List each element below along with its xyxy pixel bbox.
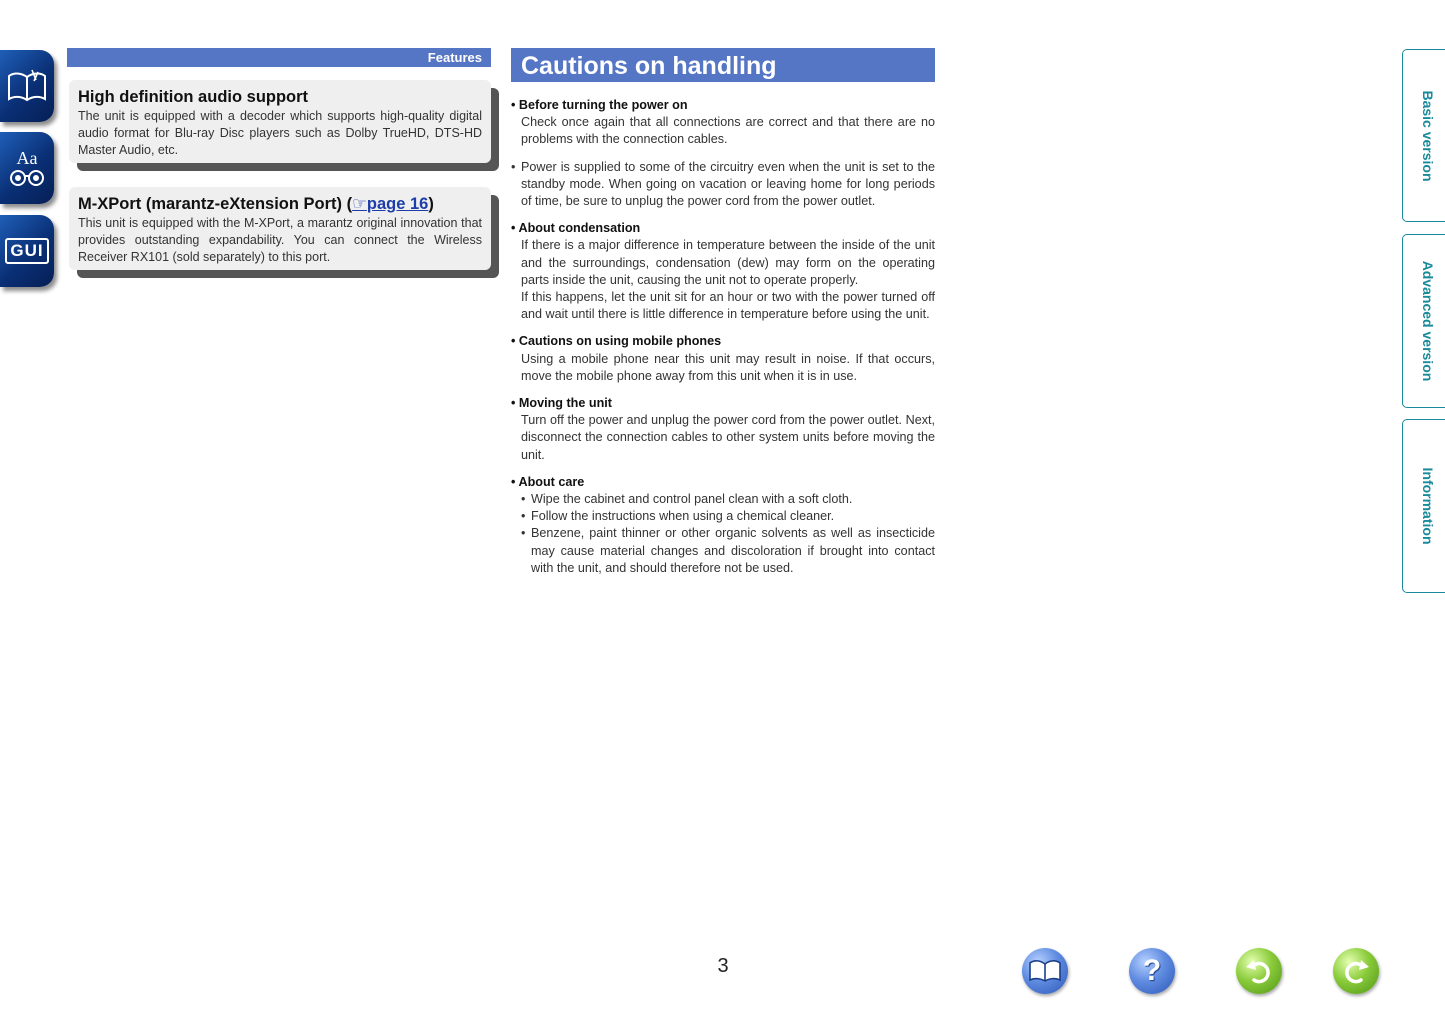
caution-title: [511, 395, 935, 412]
page-16-link[interactable]: [352, 195, 428, 213]
caution-title: [511, 220, 935, 237]
font-glossary-nav-button[interactable]: [0, 132, 54, 204]
tab-advanced-version[interactable]: [1402, 234, 1445, 408]
caution-title-text: About care: [518, 474, 585, 489]
care-sub-text: Benzene, paint thinner or other organic solvents as well as insecticide may cause material changes and discoloration if brought into contact with the unit, and should therefore not be used.: [531, 526, 935, 575]
caution-body: If there is a major difference in temperature between the inside of the unit and the surroundings, condensation (dew) may form on the operating parts inside the unit, causing the unit not to operate properly.: [521, 238, 935, 287]
contents-book-icon: [1028, 958, 1062, 984]
caution-title: [511, 333, 935, 350]
book-icon: [6, 67, 48, 105]
feature-title: High definition audio support: [78, 88, 309, 106]
bullet: •: [521, 492, 526, 507]
care-sub-item: [511, 508, 935, 525]
help-icon: ?: [1142, 954, 1162, 987]
caution-title: [511, 474, 935, 491]
bullet: •: [511, 334, 516, 349]
bullet: •: [511, 474, 516, 489]
caution-title-text: Before turning the power on: [518, 98, 688, 112]
features-header: Features: [67, 48, 491, 67]
contents-book-nav-button[interactable]: [0, 50, 54, 122]
bullet: •: [511, 159, 516, 174]
caution-item: [511, 220, 935, 323]
help-button[interactable]: [1129, 948, 1175, 994]
caution-item: [511, 333, 935, 385]
care-sub-text: Follow the instructions when using a chemical cleaner.: [531, 509, 835, 524]
care-sub-item: [511, 491, 935, 508]
font-glasses-icon: [8, 149, 46, 187]
tab-label: Basic version: [1419, 89, 1436, 182]
feature-body: The unit is equipped with a decoder which supports high-quality digital audio format for Blu-ray Disc players such as Dolby TrueHD, DTS-HD Master Audio, etc.: [78, 109, 482, 157]
caution-title-text: About condensation: [518, 221, 641, 236]
feature-body: This unit is equipped with the M-XPort, a marantz original innovation that provides outstanding expandability. You can connect the Wireless Receiver RX101 (sold separately) to this port.: [78, 216, 482, 264]
page-link-text: page 16: [366, 195, 429, 213]
feature-title-prefix: M-XPort (marantz-eXtension Port) (: [78, 195, 353, 213]
bullet: •: [511, 98, 516, 112]
back-button[interactable]: [1236, 948, 1282, 994]
gui-label: GUI: [10, 241, 44, 260]
tab-label: Information: [1419, 467, 1436, 545]
bullet: •: [521, 526, 526, 541]
contents-button[interactable]: [1022, 948, 1068, 994]
aa-label: Aa: [16, 148, 38, 168]
caution-body: Check once again that all connections are correct and that there are no problems with the connection cables.: [521, 115, 935, 147]
caution-title-text: Cautions on using mobile phones: [518, 334, 722, 349]
cautions-header: Cautions on handling: [511, 48, 935, 82]
caution-body: Turn off the power and unplug the power cord from the power outlet. Next, disconnect the connection cables to other system units before moving the unit.: [521, 413, 935, 462]
bullet: •: [521, 509, 526, 524]
feature-title: [78, 195, 482, 214]
cautions-list: [511, 97, 935, 587]
back-icon: [1244, 956, 1274, 986]
page-number: 3: [717, 955, 729, 977]
bullet: •: [511, 396, 516, 411]
tab-information[interactable]: [1402, 419, 1445, 593]
gui-nav-button[interactable]: [0, 215, 54, 287]
caution-item: [511, 474, 935, 577]
caution-item: [511, 159, 935, 211]
caution-title-text: Moving the unit: [518, 396, 612, 411]
gui-icon: [5, 238, 48, 264]
care-sub-text: Wipe the cabinet and control panel clean with a soft cloth.: [531, 492, 853, 507]
caution-body: Power is supplied to some of the circuitry even when the unit is set to the standby mode. When going on vacation or leaving home for long periods of time, be sure to unplug the power cord from the power outlet.: [521, 159, 935, 209]
tab-label: Advanced version: [1419, 260, 1436, 382]
caution-body: Using a mobile phone near this unit may result in noise. If that occurs, move the mobile phone away from this unit when it is in use.: [521, 351, 935, 383]
caution-body: If this happens, let the unit sit for an hour or two with the power turned off and wait until there is little difference in temperature before using the unit.: [521, 290, 935, 322]
feature-title-suffix: ): [428, 195, 434, 213]
bullet: •: [511, 221, 516, 236]
feature-card-mxport: [69, 187, 491, 270]
caution-item: [511, 97, 935, 149]
caution-item: [511, 395, 935, 464]
pointing-hand-icon: ☞: [352, 195, 367, 213]
caution-title: [511, 97, 935, 114]
care-sub-item: [511, 525, 935, 577]
tab-basic-version[interactable]: [1402, 49, 1445, 222]
feature-card-hd-audio: [69, 80, 491, 163]
forward-icon: [1341, 956, 1371, 986]
forward-button[interactable]: [1333, 948, 1379, 994]
